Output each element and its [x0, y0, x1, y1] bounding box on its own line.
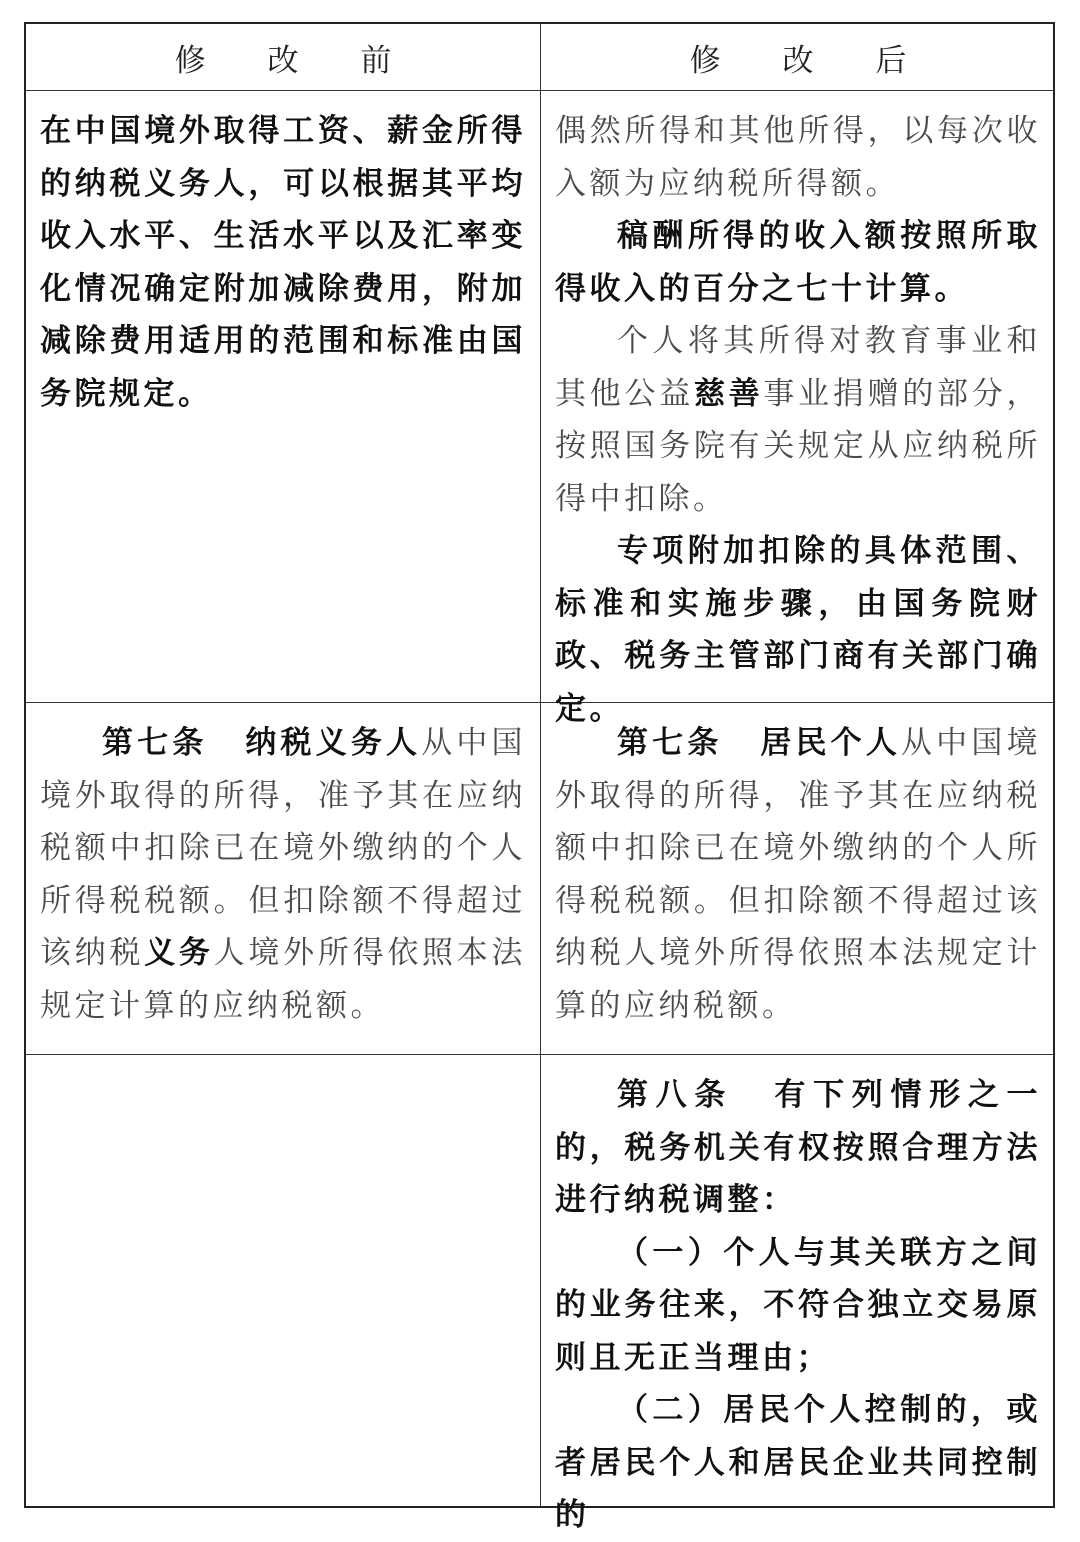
paragraph	[555, 1227, 1041, 1385]
after-cell	[541, 703, 1055, 1054]
donation-text-a: 个人将其所得对教育事业和其他公益	[555, 323, 1041, 412]
paragraph	[555, 1384, 1041, 1542]
header-before: 修 改 前	[174, 42, 418, 79]
table-row	[26, 703, 1053, 1055]
donation-text-b: 慈善	[693, 375, 764, 412]
article-number: 第七条	[617, 725, 723, 761]
list-item: （二）居民个人控制的，或者居民个人和居民企业共同控制的	[555, 1392, 1041, 1533]
article-subject: 居民个人	[759, 725, 902, 761]
article-number: 第八条	[617, 1077, 734, 1113]
royalty-income-text: 稿酬所得的收入额按照所取得收入的百分之七十计算。	[555, 218, 1041, 307]
paragraph	[40, 105, 526, 420]
before-cell	[26, 703, 540, 1054]
article-number: 第七条	[102, 725, 208, 761]
article-intro: 有下列情形之一的，税务机关有权按照合理方法进行纳税调整：	[555, 1077, 1042, 1218]
after-cell	[541, 91, 1055, 727]
deleted-provision-text: 在中国境外取得工资、薪金所得的纳税义务人，可以根据其平均收入水平、生活水平以及汇率变化情况确定附加减除费用，附加减除费用适用的范围和标准由国务院规定。	[40, 113, 526, 412]
header-before-cell	[26, 24, 540, 90]
table-row	[26, 1055, 1053, 1533]
paragraph	[555, 717, 1041, 1032]
article-text-b: 人境外所得依照本法规定计算的应纳税额。	[40, 935, 527, 1024]
paragraph	[555, 210, 1041, 315]
article-text-bold: 义务	[144, 935, 214, 971]
paragraph	[555, 315, 1041, 525]
list-item: （一）个人与其关联方之间的业务往来，不符合独立交易原则且无正当理由；	[555, 1234, 1041, 1376]
before-cell	[26, 1055, 540, 1506]
article-text: 从中国境外取得的所得，准予其在应纳税额中扣除已在境外缴纳的个人所得税税额。但扣除额不得超过该纳税人境外所得依照本法规定计算的应纳税额。	[555, 725, 1042, 1024]
article-text-a: 从中国境外取得的所得，准予其在应纳税额中扣除已在境外缴纳的个人所得税税额。但扣除额不得超过该纳税	[40, 725, 527, 971]
paragraph	[555, 1069, 1041, 1227]
paragraph	[40, 717, 526, 1032]
comparison-table	[24, 22, 1055, 1533]
paragraph	[555, 105, 1041, 210]
table-row	[26, 91, 1053, 727]
special-deduction-text: 专项附加扣除的具体范围、标准和实施步骤，由国务院财政、税务主管部门商有关部门确定。	[555, 533, 1041, 727]
header-after: 修 改 后	[689, 42, 933, 79]
table-header-row	[26, 24, 1053, 91]
after-cell	[541, 1055, 1055, 1533]
before-cell	[26, 91, 540, 702]
header-after-cell	[541, 24, 1055, 90]
occasional-income-text: 偶然所得和其他所得，以每次收入额为应纳税所得额。	[555, 113, 1041, 202]
donation-text-c: 事业捐赠的部分，按照国务院有关规定从应纳税所得中扣除。	[555, 375, 1042, 517]
article-subject: 纳税义务人	[244, 725, 422, 761]
